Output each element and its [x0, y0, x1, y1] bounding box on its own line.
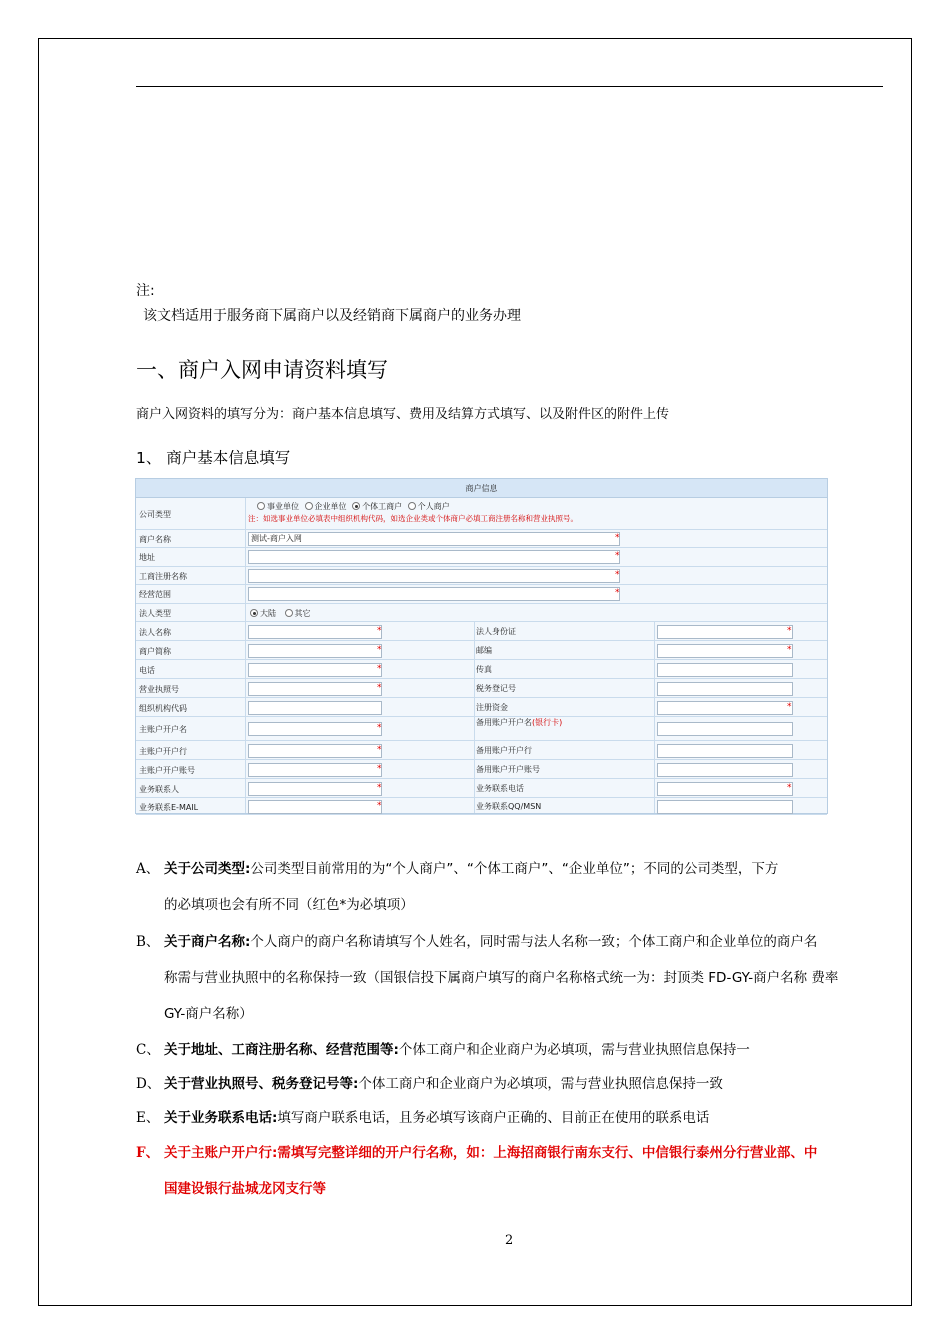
field-label: 业务联系E-MAIL — [139, 803, 199, 812]
field-input[interactable] — [248, 701, 382, 715]
required-mark: * — [787, 645, 792, 655]
page-number: 2 — [505, 1233, 514, 1248]
radio-icon[interactable] — [285, 609, 293, 617]
field-input[interactable] — [657, 701, 793, 715]
merchant-name-row — [136, 530, 827, 548]
required-mark: * — [787, 626, 792, 636]
field-label: 电话 — [139, 666, 155, 675]
field-label: 业务联系QQ/MSN — [476, 802, 542, 811]
required-mark: * — [787, 783, 792, 793]
form-row — [136, 622, 827, 641]
biz-reg-name-label: 工商注册名称 — [139, 572, 187, 581]
item-c-line1: 关于地址、工商注册名称、经营范围等:个体工商户和企业商户为必填项，需与营业执照信息保持一 — [164, 1042, 750, 1058]
field-label: 组织机构代码 — [139, 704, 187, 713]
field-input[interactable] — [657, 625, 793, 639]
field-input[interactable] — [248, 722, 382, 736]
item-letter-b: B、 — [136, 934, 160, 950]
biz-scope-row — [136, 585, 827, 604]
field-input[interactable] — [248, 663, 382, 677]
subsection-heading: 1、 商户基本信息填写 — [136, 449, 291, 467]
item-letter-c: C、 — [136, 1042, 160, 1058]
biz-reg-name-row — [136, 567, 827, 585]
form-row — [136, 698, 827, 717]
form-row — [136, 798, 827, 815]
required-mark: * — [377, 764, 382, 774]
field-input[interactable] — [657, 644, 793, 658]
field-label: 备用账户开户账号 — [476, 765, 540, 774]
item-letter-a: A、 — [136, 861, 160, 877]
required-mark: * — [377, 664, 382, 674]
field-input[interactable] — [657, 763, 793, 777]
field-input[interactable] — [248, 782, 382, 796]
radio-icon[interactable] — [305, 502, 313, 510]
field-input[interactable] — [248, 625, 382, 639]
field-label: 业务联系人 — [139, 785, 179, 794]
item-f-line1: 关于主账户开户行:需填写完整详细的开户行名称，如：上海招商银行南东支行、中信银行泰州分行营业部、中 — [164, 1145, 818, 1161]
form-row — [136, 679, 827, 698]
item-f-line2: 国建设银行盐城龙冈支行等 — [164, 1181, 326, 1197]
required-mark: * — [377, 683, 382, 693]
item-d-line1: 关于营业执照号、税务登记号等:个体工商户和企业商户为必填项，需与营业执照信息保持一致 — [164, 1076, 723, 1092]
field-label: 主账户开户账号 — [139, 766, 195, 775]
required-mark: * — [615, 533, 620, 543]
field-label: 备用账户开户名(银行卡) — [476, 718, 563, 727]
legal-type-radio-group[interactable]: 大陆 其它 — [250, 608, 311, 619]
section-intro: 商户入网资料的填写分为：商户基本信息填写、费用及结算方式填写、以及附件区的附件上传 — [136, 407, 670, 422]
item-letter-f: F、 — [136, 1145, 160, 1161]
item-b-line2: 称需与营业执照中的名称保持一致（国银信投下属商户填写的商户名称格式统一为：封顶类 FD-GY-商户名称 费率 — [164, 970, 839, 986]
item-b-line3: GY-商户名称） — [164, 1006, 253, 1022]
merchant-name-label: 商户名称 — [139, 535, 171, 544]
required-mark: * — [377, 783, 382, 793]
form-row — [136, 779, 827, 798]
required-mark: * — [377, 723, 382, 733]
field-label: 传真 — [476, 665, 492, 674]
required-mark: * — [377, 645, 382, 655]
legal-type-row — [136, 604, 827, 622]
address-input[interactable] — [248, 550, 620, 564]
item-e-line1: 关于业务联系电话:填写商户联系电话，且务必填写该商户正确的、目前正在使用的联系电话 — [164, 1110, 710, 1126]
form-column-divider — [474, 622, 475, 813]
field-input[interactable] — [657, 800, 793, 814]
item-letter-d: D、 — [136, 1076, 161, 1092]
field-label: 税务登记号 — [476, 684, 516, 693]
company-type-row — [136, 498, 827, 530]
biz-reg-name-input[interactable] — [248, 569, 620, 583]
note-body: 该文档适用于服务商下属商户以及经销商下属商户的业务办理 — [143, 308, 521, 324]
required-mark: * — [377, 745, 382, 755]
note-title: 注: — [136, 283, 155, 299]
field-input[interactable] — [657, 682, 793, 696]
form-header: 商户信息 — [136, 479, 827, 498]
legal-type-label: 法人类型 — [139, 609, 171, 618]
radio-selected-icon[interactable] — [250, 609, 258, 617]
company-type-note: 注：如选事业单位必填表中组织机构代码，如选企业类或个体商户必填工商注册名称和营业执照号。 — [248, 514, 578, 523]
merchant-name-input[interactable]: 测试-商户入网 — [248, 532, 620, 546]
field-input[interactable] — [248, 744, 382, 758]
item-a-line1: 关于公司类型:公司类型目前常用的为“个人商户”、“个体工商户”、“企业单位”；不同的公司类型，下方 — [164, 861, 779, 877]
field-label: 备用账户开户行 — [476, 746, 532, 755]
radio-icon[interactable] — [408, 502, 416, 510]
field-input[interactable] — [657, 782, 793, 796]
form-column-divider — [654, 622, 655, 813]
required-mark: * — [787, 702, 792, 712]
address-row — [136, 548, 827, 567]
biz-scope-input[interactable] — [248, 587, 620, 601]
form-row — [136, 660, 827, 679]
form-row — [136, 760, 827, 779]
field-label: 邮编 — [476, 646, 492, 655]
form-row — [136, 741, 827, 760]
address-label: 地址 — [139, 553, 155, 562]
required-mark: * — [615, 570, 620, 580]
header-rule — [136, 86, 883, 87]
form-row — [136, 641, 827, 660]
field-input[interactable] — [248, 644, 382, 658]
required-mark: * — [615, 551, 620, 561]
item-b-line1: 关于商户名称:个人商户的商户名称请填写个人姓名，同时需与法人名称一致；个体工商户和企业单位的商户名 — [164, 934, 818, 950]
field-label: 主账户开户名 — [139, 725, 187, 734]
field-input[interactable] — [657, 663, 793, 677]
form-row — [136, 717, 827, 741]
field-input[interactable] — [248, 682, 382, 696]
field-input[interactable] — [248, 763, 382, 777]
field-label: 业务联系电话 — [476, 784, 524, 793]
field-label: 法人名称 — [139, 628, 171, 637]
radio-icon[interactable] — [257, 502, 265, 510]
company-type-radio-group[interactable]: 事业单位 企业单位 个体工商户 个人商户 — [257, 501, 450, 512]
field-label: 注册资金 — [476, 703, 508, 712]
company-type-label: 公司类型 — [139, 510, 171, 519]
item-a-line2: 的必填项也会有所不同（红色*为必填项） — [164, 897, 414, 913]
section-heading: 一、商户入网申请资料填写 — [136, 358, 388, 382]
radio-selected-icon[interactable] — [352, 502, 360, 510]
field-label: 主账户开户行 — [139, 747, 187, 756]
required-mark: * — [377, 801, 382, 811]
required-mark: * — [615, 588, 620, 598]
field-input[interactable] — [657, 722, 793, 736]
item-letter-e: E、 — [136, 1110, 160, 1126]
field-label-extra: (银行卡) — [532, 718, 563, 727]
field-label: 商户简称 — [139, 647, 171, 656]
field-label: 法人身份证 — [476, 627, 516, 636]
field-input[interactable] — [248, 800, 382, 814]
merchant-info-form — [135, 478, 828, 814]
field-input[interactable] — [657, 744, 793, 758]
required-mark: * — [377, 626, 382, 636]
field-label: 营业执照号 — [139, 685, 179, 694]
biz-scope-label: 经营范围 — [139, 590, 171, 599]
